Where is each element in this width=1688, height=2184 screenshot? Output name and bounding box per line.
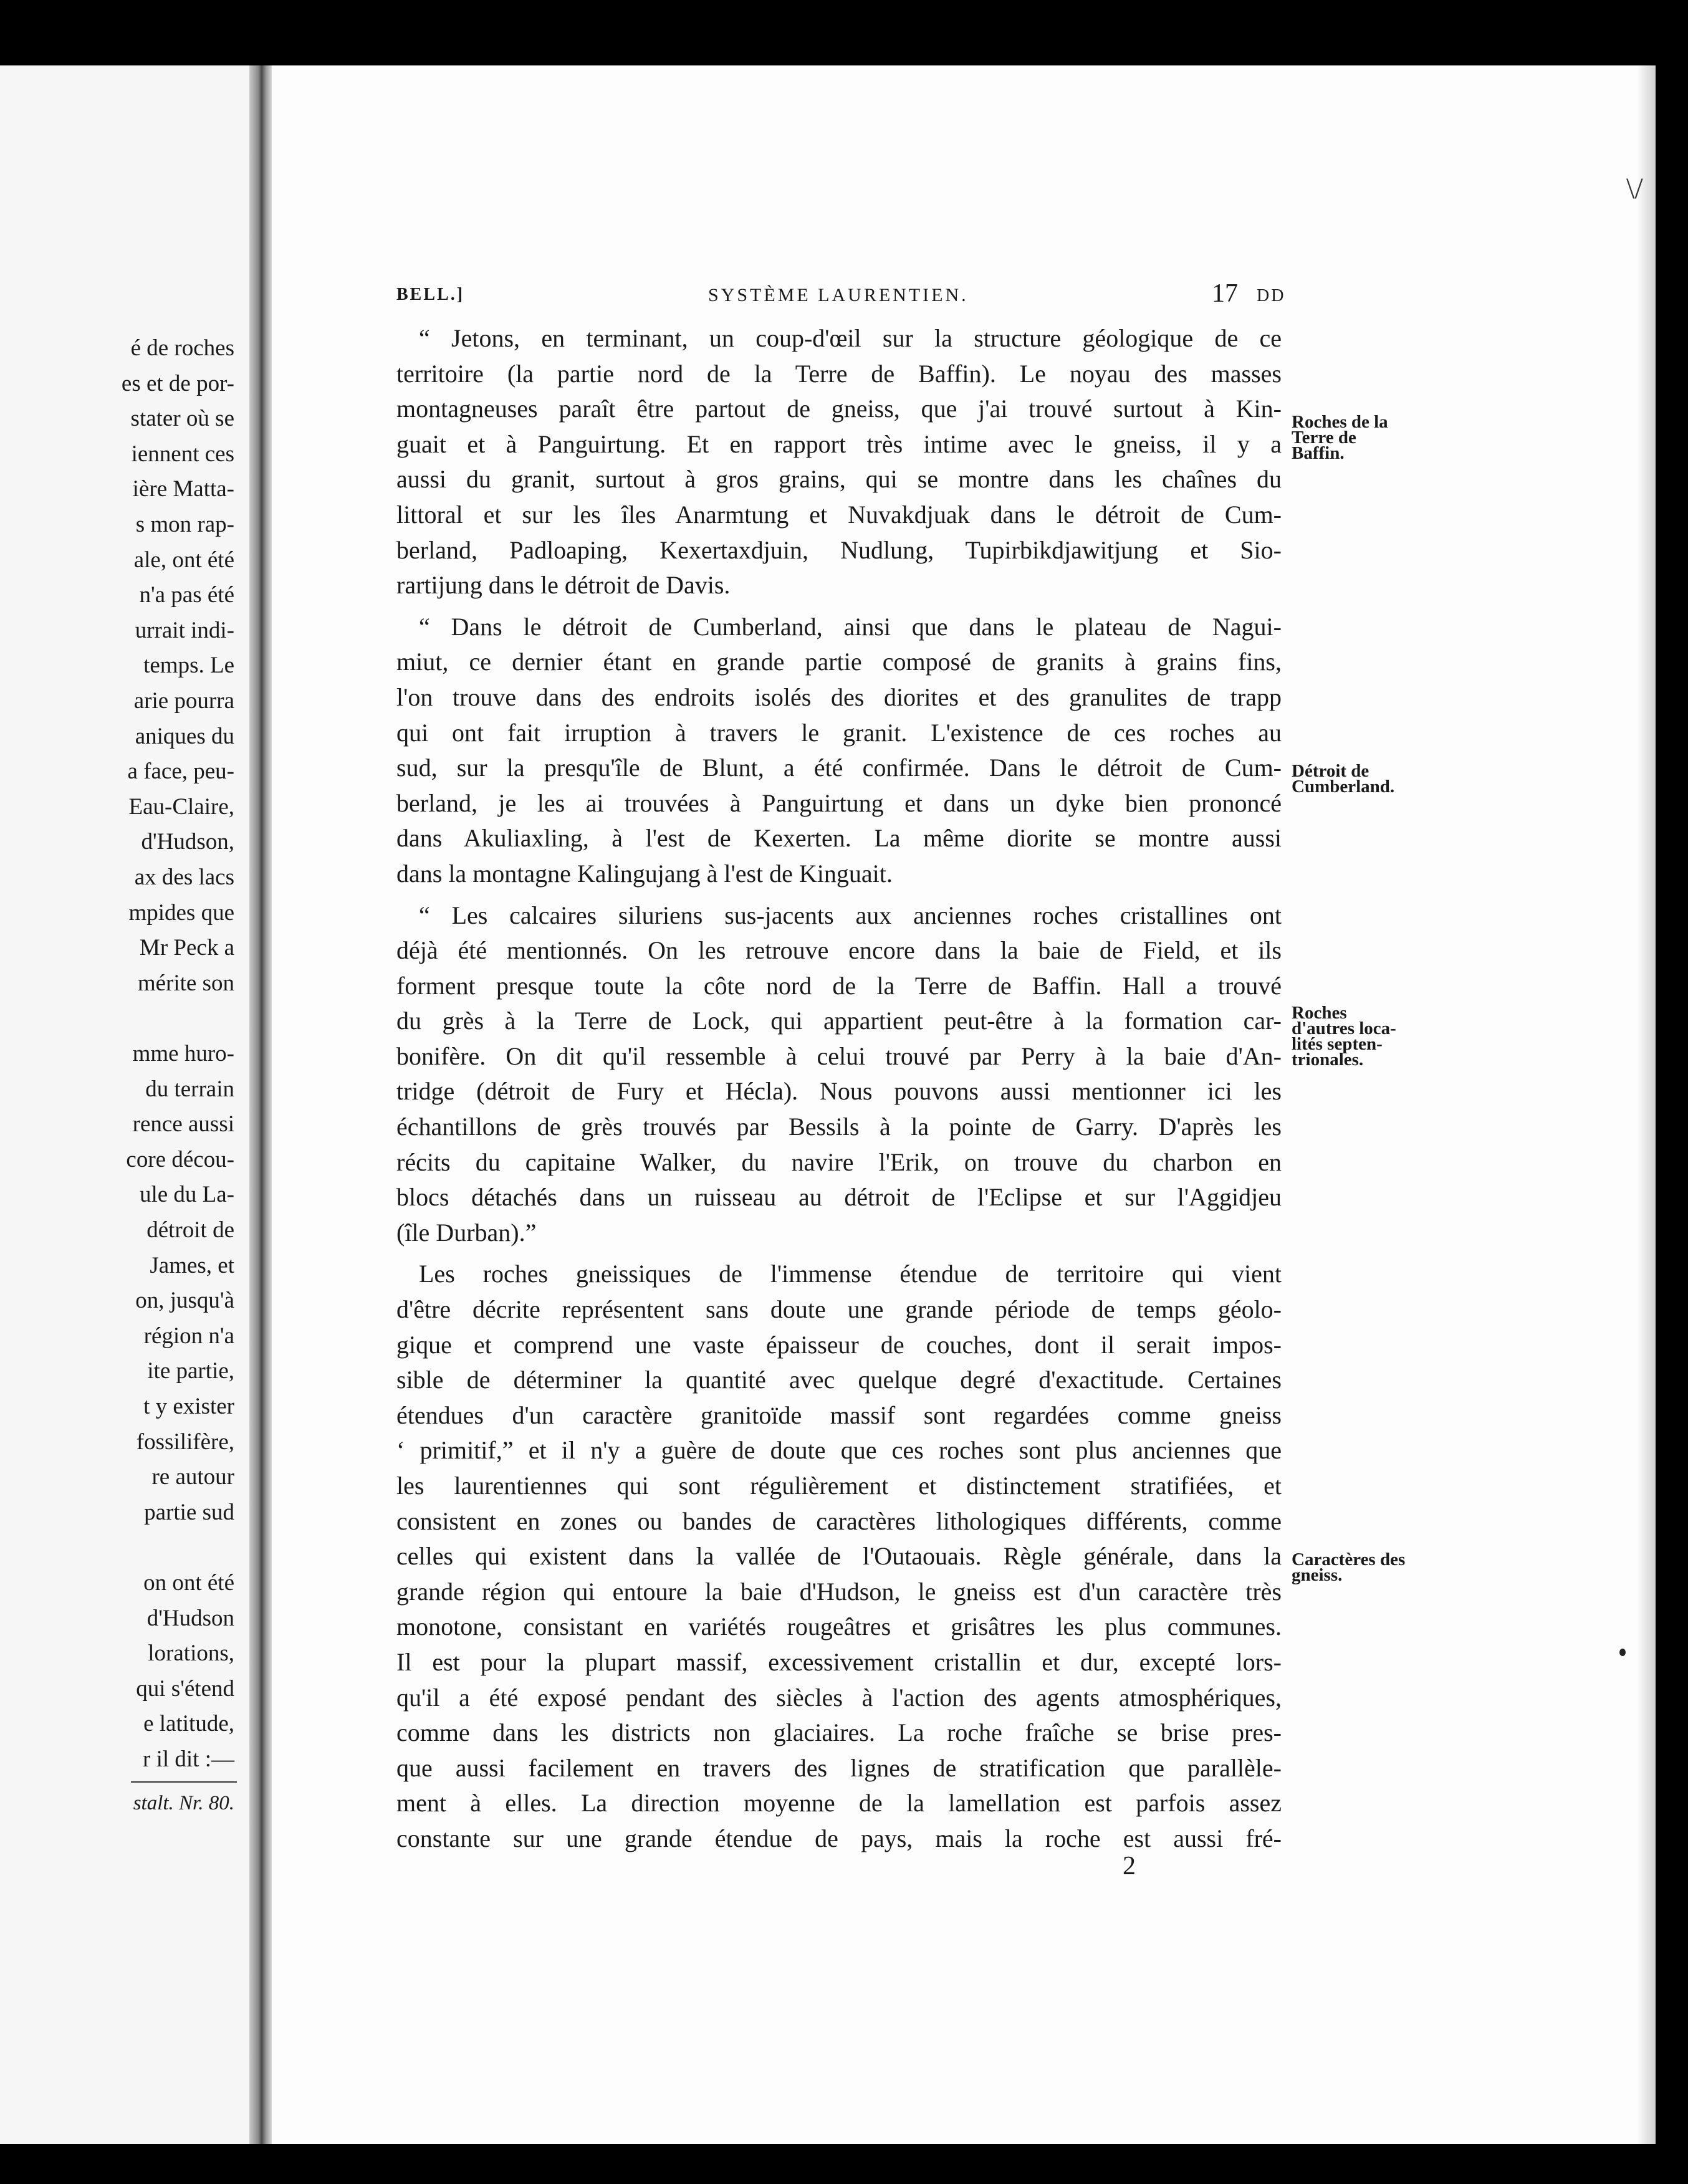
text-line: territoire (la partie nord de la Terre de Baffin). Le noyau des masses	[396, 359, 1282, 388]
previous-page-line: détroit de	[146, 1217, 234, 1243]
text-line: “ Jetons, en terminant, un coup-d'œil sur la structure géologique de ce	[419, 324, 1282, 352]
previous-page-line: iennent ces	[131, 441, 234, 467]
previous-page-line: Mr Peck a	[139, 935, 234, 961]
margin-note-baffin: Roches de la Terre de Baffin.	[1292, 412, 1388, 463]
previous-page-line: qui s'étend	[136, 1675, 234, 1702]
text-line: rartijung dans le détroit de Davis.	[396, 571, 731, 600]
previous-page-line: temps. Le	[143, 653, 234, 679]
text-line: sible de déterminer la quantité avec quelque degré d'exactitude. Certaines	[396, 1366, 1282, 1394]
previous-page-line: é de roches	[130, 335, 234, 361]
text-line: Les roches gneissiques de l'immense étendue de territoire qui vient	[419, 1260, 1282, 1288]
text-line: consistent en zones ou bandes de caractères lithologiques différents, comme	[396, 1506, 1282, 1535]
text-line: récits du capitaine Walker, du navire l'Erik, on trouve du charbon en	[396, 1147, 1282, 1176]
previous-page-line: James, et	[150, 1252, 234, 1278]
previous-page-line: mérite son	[137, 970, 234, 996]
text-line: sud, sur la presqu'île de Blunt, a été confirmée. Dans le détroit de Cum-	[396, 754, 1282, 782]
margin-note-cumberland: Détroit de Cumberland.	[1292, 761, 1395, 797]
text-line: aussi du granit, surtout à gros grains, qui se montre dans les chaînes du	[396, 465, 1282, 494]
text-line: berland, Padloaping, Kexertaxdjuin, Nudlung, Tupirbikdjawitjung et Sio-	[396, 535, 1282, 564]
footnote-rule	[131, 1781, 237, 1783]
previous-page-line: du terrain	[145, 1076, 234, 1102]
text-line: miut, ce dernier étant en grande partie composé de granits à grains fins,	[396, 648, 1282, 676]
previous-page-line: stater où se	[130, 406, 234, 432]
text-line: blocs détachés dans un ruisseau au détroit de l'Eclipse et sur l'Aggidjeu	[396, 1183, 1282, 1212]
text-line: montagneuses paraît être partout de gneiss, que j'ai trouvé surtout à Kin-	[396, 395, 1282, 423]
main-page	[272, 65, 1656, 2144]
running-header-author: BELL.]	[396, 285, 465, 304]
body-text	[396, 321, 1282, 1857]
previous-page-line: arie pourra	[133, 688, 234, 714]
text-line: (île Durban).”	[396, 1218, 537, 1247]
text-line: berland, je les ai trouvées à Panguirtung et dans un dyke bien prononcé	[396, 788, 1282, 817]
scan-speck	[1619, 1649, 1626, 1656]
text-line: dans Akuliaxling, à l'est de Kexerten. La même diorite se montre aussi	[396, 824, 1282, 853]
text-line: guait et à Panguirtung. Et en rapport très intime avec le gneiss, il y a	[396, 429, 1282, 458]
text-line: grande région qui entoure la baie d'Hudson, le gneiss est d'un caractère très	[396, 1577, 1282, 1606]
previous-page-footnote: stalt. Nr. 80.	[133, 1792, 234, 1814]
margin-note-gneiss: Caractères des gneiss.	[1292, 1549, 1406, 1585]
text-line: celles qui existent dans la vallée de l'Outaouais. Règle générale, dans la	[396, 1542, 1282, 1571]
text-line: les laurentiennes qui sont régulièrement et distinctement stratifiées, et	[396, 1472, 1282, 1500]
margin-note-septentrionales: Roches d'autres loca- lités septen- trionales.	[1292, 1003, 1396, 1070]
text-line: échantillons de grès trouvés par Bessils à la pointe de Garry. D'après les	[396, 1113, 1282, 1141]
previous-page-line: r il dit :—	[143, 1746, 234, 1772]
text-line: d'être décrite représentent sans doute une grande période de temps géolo-	[396, 1295, 1282, 1324]
text-line: “ Les calcaires siluriens sus-jacents aux anciennes roches cristallines ont	[419, 901, 1282, 929]
text-line: littoral et sur les îles Anarmtung et Nuvakdjuak dans le détroit de Cum-	[396, 500, 1282, 529]
scan-corner-mark: \/	[1626, 172, 1643, 205]
page-number: 17	[1212, 279, 1238, 308]
text-line: “ Dans le détroit de Cumberland, ainsi que dans le plateau de Nagui-	[419, 612, 1282, 641]
text-line: du grès à la Terre de Lock, qui appartient peut-être à la formation car-	[396, 1007, 1282, 1035]
previous-page-line: rence aussi	[132, 1111, 234, 1138]
book-gutter	[249, 65, 272, 2144]
text-line: monotone, consistant en variétés rougeâtres et grisâtres les plus communes.	[396, 1612, 1282, 1641]
previous-page-fragment	[0, 65, 249, 2144]
previous-page-line: lorations,	[148, 1640, 234, 1667]
previous-page-line: re autour	[151, 1464, 234, 1490]
text-line: qui ont fait irruption à travers le granit. L'existence de ces roches au	[396, 718, 1282, 747]
previous-page-line: région n'a	[143, 1323, 234, 1349]
previous-page-line: ière Matta-	[132, 476, 234, 502]
text-line: que aussi facilement en travers des lignes de stratification que parallèle-	[396, 1753, 1282, 1782]
previous-page-line: t y exister	[143, 1394, 234, 1419]
text-line: comme dans les districts non glaciaires. La roche fraîche se brise pres-	[396, 1718, 1282, 1747]
text-line: tridge (détroit de Fury et Hécla). Nous pouvons aussi mentionner ici les	[396, 1077, 1282, 1106]
page-edge-shadow	[1637, 65, 1656, 2144]
report-series: DD	[1257, 286, 1286, 305]
previous-page-line: ale, ont été	[133, 547, 234, 573]
text-line: qu'il a été exposé pendant des siècles à l'action des agents atmosphériques,	[396, 1683, 1282, 1712]
previous-page-line: urrait indi-	[135, 617, 234, 643]
running-header-title: SYSTÈME LAURENTIEN.	[708, 285, 969, 305]
previous-page-line: s mon rap-	[135, 512, 234, 537]
previous-page-line: ax des lacs	[134, 865, 234, 890]
text-line: l'on trouve dans des endroits isolés des diorites et des granulites de trapp	[396, 682, 1282, 711]
previous-page-line: d'Hudson,	[141, 829, 234, 855]
previous-page-line: ite partie,	[147, 1358, 234, 1384]
text-line: Il est pour la plupart massif, excessivement cristallin et dur, excepté lors-	[396, 1647, 1282, 1676]
previous-page-line: es et de por-	[121, 370, 234, 396]
text-line: constante sur une grande étendue de pays, mais la roche est aussi fré-	[396, 1824, 1282, 1852]
text-line: dans la montagne Kalingujang à l'est de Kinguait.	[396, 859, 893, 888]
signature-mark: 2	[1123, 1852, 1136, 1880]
previous-page-line: n'a pas été	[139, 582, 234, 608]
previous-page-line: mme huro-	[132, 1041, 234, 1066]
previous-page-line: a face, peu-	[127, 759, 234, 785]
previous-page-line: core décou-	[126, 1146, 234, 1172]
previous-page-line: partie sud	[144, 1499, 234, 1525]
previous-page-line: Eau-Claire,	[128, 793, 234, 820]
previous-page-line: mpides que	[128, 899, 234, 926]
previous-page-line: on, jusqu'à	[135, 1288, 234, 1314]
previous-page-line: fossilifère,	[136, 1429, 234, 1455]
previous-page-line: aniques du	[135, 723, 234, 749]
text-line: bonifère. On dit qu'il ressemble à celui trouvé par Perry à la baie d'An-	[396, 1042, 1282, 1070]
previous-page-line: d'Hudson	[146, 1605, 234, 1631]
text-line: ‘ primitif,” et il n'y a guère de doute que ces roches sont plus anciennes que	[396, 1436, 1282, 1465]
previous-page-line: ule du La-	[139, 1182, 234, 1208]
previous-page-line: e latitude,	[143, 1711, 234, 1737]
text-line: gique et comprend une vaste épaisseur de couches, dont il serait impos-	[396, 1330, 1282, 1359]
text-line: déjà été mentionnés. On les retrouve encore dans la baie de Field, et ils	[396, 936, 1282, 965]
previous-page-line: on ont été	[143, 1570, 234, 1596]
text-line: forment presque toute la côte nord de la Terre de Baffin. Hall a trouvé	[396, 971, 1282, 1000]
text-line: étendues d'un caractère granitoïde massif sont regardées comme gneiss	[396, 1401, 1282, 1429]
text-line: ment à elles. La direction moyenne de la lamellation est parfois assez	[396, 1789, 1282, 1818]
